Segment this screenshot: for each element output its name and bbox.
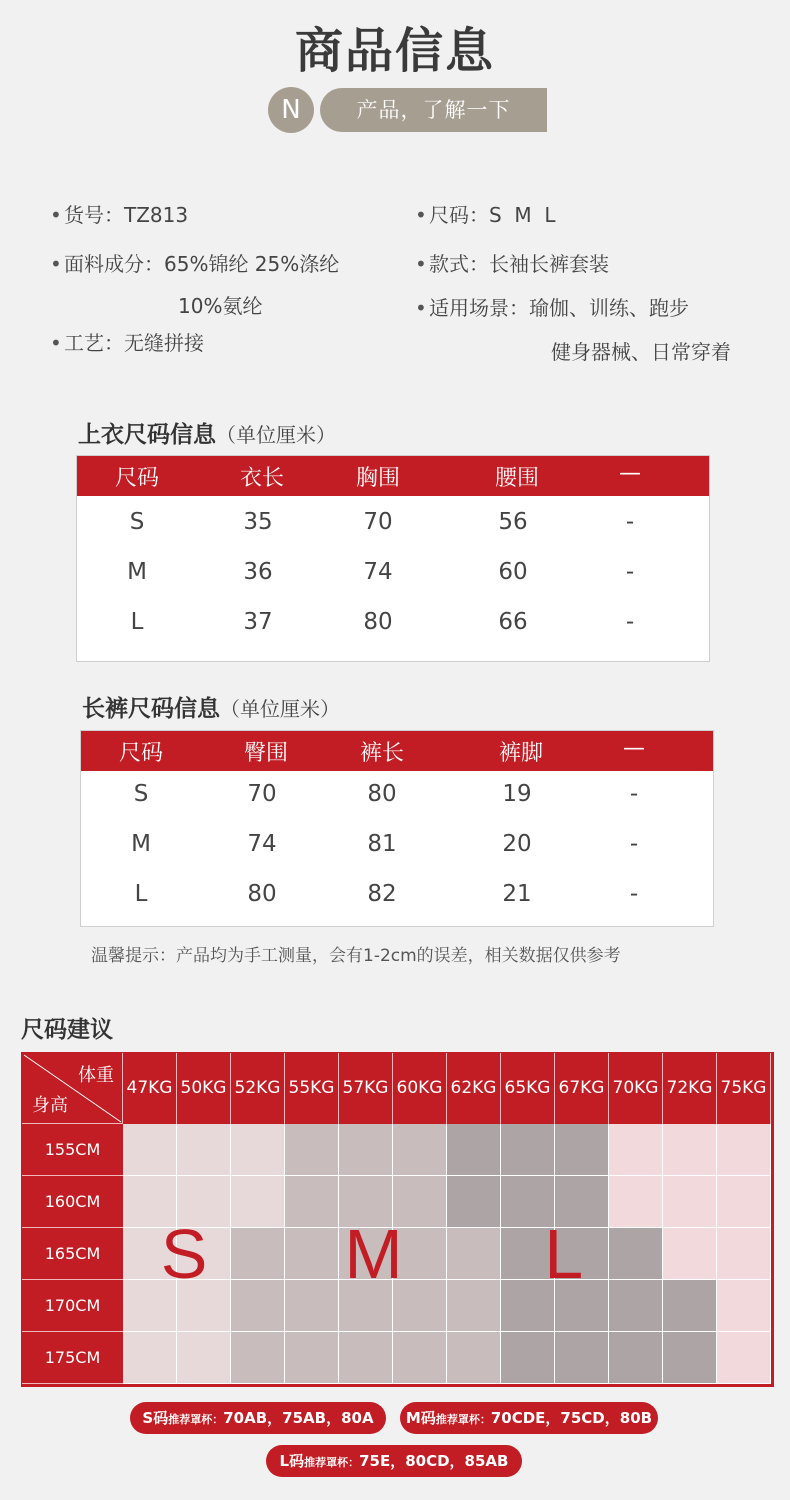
zone-cell-m: [231, 1228, 285, 1280]
zone-cell-m: [447, 1228, 501, 1280]
info-item-scene: • 适用场景：瑜伽、训练、跑步: [415, 296, 689, 320]
zone-cell-m: [447, 1280, 501, 1332]
pants-size-table: [80, 730, 714, 927]
zone-cell-none: [717, 1176, 771, 1228]
zone-cell-none: [717, 1124, 771, 1176]
cell: 70: [363, 509, 393, 535]
cell: 70: [247, 781, 277, 807]
table-row: [81, 771, 713, 821]
cell: 74: [363, 559, 393, 585]
zone-cell-m: [393, 1124, 447, 1176]
table-row: [77, 499, 709, 549]
size-zone-letter: M: [344, 1215, 403, 1293]
weight-header: 70KG: [609, 1053, 663, 1124]
weight-header: 47KG: [123, 1053, 177, 1124]
zone-cell-s: [123, 1332, 177, 1384]
height-header: 155CM: [22, 1124, 123, 1176]
col-header: 胸围: [355, 466, 400, 491]
cell: S: [133, 781, 149, 807]
height-header: 170CM: [22, 1280, 123, 1332]
cup-recommend-l: L码推荐罩杯：75E，80CD，85AB: [266, 1445, 522, 1477]
zone-cell-l: [501, 1124, 555, 1176]
zone-cell-s: [177, 1332, 231, 1384]
col-header: 臀围: [243, 741, 288, 766]
zone-cell-l: [555, 1124, 609, 1176]
info-item-fabric: • 面料成分：65%锦纶 25%涤纶: [50, 252, 340, 276]
page-title: 商品信息: [294, 23, 495, 79]
top-table-unit: （单位厘米）: [216, 423, 336, 447]
weight-header: 67KG: [555, 1053, 609, 1124]
weight-header: 72KG: [663, 1053, 717, 1124]
info-item-scene-cont: 健身器械、日常穿着: [551, 340, 731, 364]
zone-cell-none: [609, 1124, 663, 1176]
top-table-title: 上衣尺码信息（单位厘米）: [78, 422, 336, 448]
cell: L: [134, 881, 148, 907]
weight-header: 52KG: [231, 1053, 285, 1124]
zone-cell-s: [177, 1124, 231, 1176]
cell: 66: [498, 609, 528, 635]
grid-corner-cell: [22, 1053, 123, 1124]
weight-header: 60KG: [393, 1053, 447, 1124]
zone-cell-l: [663, 1332, 717, 1384]
corner-weight-label: 体重: [78, 1065, 114, 1086]
zone-cell-s: [231, 1176, 285, 1228]
top-size-table: [76, 455, 710, 662]
cell: M: [131, 831, 151, 857]
zone-cell-m: [231, 1280, 285, 1332]
zone-cell-l: [447, 1124, 501, 1176]
cell: 21: [502, 881, 532, 907]
cup-recommend-m: M码推荐罩杯：70CDE，75CD，80B: [400, 1402, 658, 1434]
cup-recommend-s: S码推荐罩杯：70AB，75AB，80A: [130, 1402, 386, 1434]
subtitle-pill: 产品，了解一下: [320, 88, 547, 132]
cell: L: [130, 609, 144, 635]
weight-header: 50KG: [177, 1053, 231, 1124]
zone-cell-s: [123, 1124, 177, 1176]
cell: 81: [367, 831, 397, 857]
zone-cell-l: [609, 1228, 663, 1280]
zone-cell-l: [663, 1280, 717, 1332]
info-item-sku: • 货号：TZ813: [50, 203, 189, 227]
info-item-craft: • 工艺：无缝拼接: [50, 331, 204, 355]
weight-header: 62KG: [447, 1053, 501, 1124]
col-header: —: [619, 461, 641, 486]
zone-cell-none: [717, 1228, 771, 1280]
cell: M: [127, 559, 147, 585]
cell: 20: [502, 831, 532, 857]
zone-cell-l: [609, 1280, 663, 1332]
cell: 19: [502, 781, 532, 807]
zone-cell-l: [555, 1332, 609, 1384]
table-row: [81, 871, 713, 921]
col-header: 衣长: [239, 466, 284, 491]
zone-cell-none: [663, 1228, 717, 1280]
measurement-note: 温馨提示：产品均为手工测量，会有1-2cm的误差，相关数据仅供参考: [91, 946, 621, 966]
table-header: [81, 731, 713, 771]
height-header: 175CM: [22, 1332, 123, 1384]
cell: 60: [498, 559, 528, 585]
weight-header: 55KG: [285, 1053, 339, 1124]
zone-cell-m: [393, 1332, 447, 1384]
cell: -: [625, 509, 635, 535]
cell: 37: [243, 609, 273, 635]
pants-table-title: 长裤尺码信息（单位厘米）: [82, 696, 340, 722]
cell: 35: [243, 509, 273, 535]
cell: 74: [247, 831, 277, 857]
cell: 80: [247, 881, 277, 907]
zone-cell-m: [231, 1332, 285, 1384]
cell: 36: [243, 559, 273, 585]
col-header: 尺码: [118, 741, 163, 766]
col-header: 裤脚: [498, 741, 543, 766]
col-header: 裤长: [359, 741, 404, 766]
zone-cell-s: [231, 1124, 285, 1176]
zone-cell-l: [501, 1332, 555, 1384]
zone-cell-m: [339, 1124, 393, 1176]
cell: 80: [363, 609, 393, 635]
zone-cell-m: [339, 1332, 393, 1384]
cell: S: [129, 509, 145, 535]
zone-cell-m: [285, 1280, 339, 1332]
zone-cell-l: [609, 1332, 663, 1384]
cell: 56: [498, 509, 528, 535]
zone-cell-none: [609, 1176, 663, 1228]
zone-cell-none: [663, 1176, 717, 1228]
table-row: [77, 599, 709, 649]
zone-cell-l: [447, 1176, 501, 1228]
cell: 82: [367, 881, 397, 907]
cell: -: [629, 881, 639, 907]
height-header: 160CM: [22, 1176, 123, 1228]
height-header: 165CM: [22, 1228, 123, 1280]
weight-header: 65KG: [501, 1053, 555, 1124]
pants-table-unit: （单位厘米）: [220, 697, 340, 721]
cell: -: [625, 609, 635, 635]
zone-cell-m: [285, 1332, 339, 1384]
info-item-fabric-cont: 10%氨纶: [178, 294, 263, 318]
corner-height-label: 身高: [32, 1095, 68, 1116]
zone-cell-m: [285, 1228, 339, 1280]
weight-header: 57KG: [339, 1053, 393, 1124]
cell: -: [629, 781, 639, 807]
col-header: 腰围: [494, 466, 539, 491]
zone-cell-m: [285, 1176, 339, 1228]
cell: 80: [367, 781, 397, 807]
zone-cell-none: [717, 1280, 771, 1332]
zone-cell-none: [663, 1124, 717, 1176]
info-item-size: • 尺码：S M L: [415, 203, 556, 227]
weight-header: 75KG: [717, 1053, 771, 1124]
zone-cell-none: [717, 1332, 771, 1384]
zone-cell-m: [285, 1124, 339, 1176]
table-header: [77, 456, 709, 496]
size-advice-grid: [21, 1052, 774, 1387]
size-zone-letter: S: [160, 1215, 208, 1293]
cell: -: [625, 559, 635, 585]
info-item-style: • 款式：长袖长裤套装: [415, 252, 609, 276]
col-header: —: [623, 736, 645, 761]
n-badge: N: [268, 87, 314, 133]
table-row: [77, 549, 709, 599]
size-advice-title: 尺码建议: [21, 1017, 113, 1043]
cell: -: [629, 831, 639, 857]
zone-cell-m: [447, 1332, 501, 1384]
size-zone-letter: L: [544, 1215, 584, 1293]
table-row: [81, 821, 713, 871]
col-header: 尺码: [114, 466, 159, 491]
